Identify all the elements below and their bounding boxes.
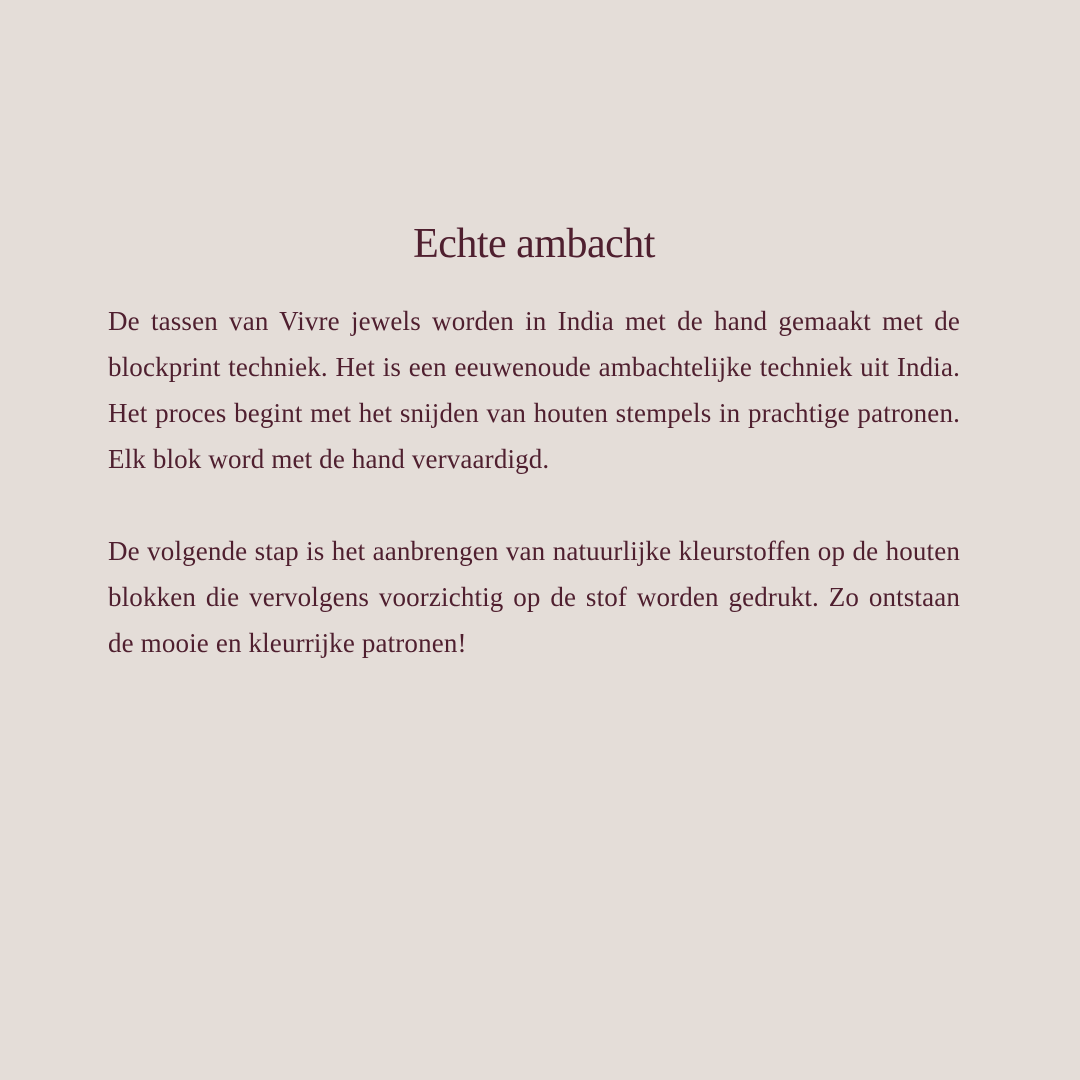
intro-paragraph: De tassen van Vivre jewels worden in India met de hand gemaakt met de blockprint techniek. Het is een eeuwenoude ambachtelijke techniek uit India. Het proces begint met het snijden van houten stempels in prachtige patronen. Elk blok word met de hand vervaardigd. — [108, 306, 960, 474]
text-card-content — [108, 218, 960, 666]
page-title: Echte ambacht — [413, 221, 655, 267]
process-paragraph: De volgende stap is het aanbrengen van natuurlijke kleurstoffen op de houten blokken die vervolgens voorzichtig op de stof worden gedrukt. Zo ontstaan de mooie en kleurrijke patronen! — [108, 536, 960, 658]
